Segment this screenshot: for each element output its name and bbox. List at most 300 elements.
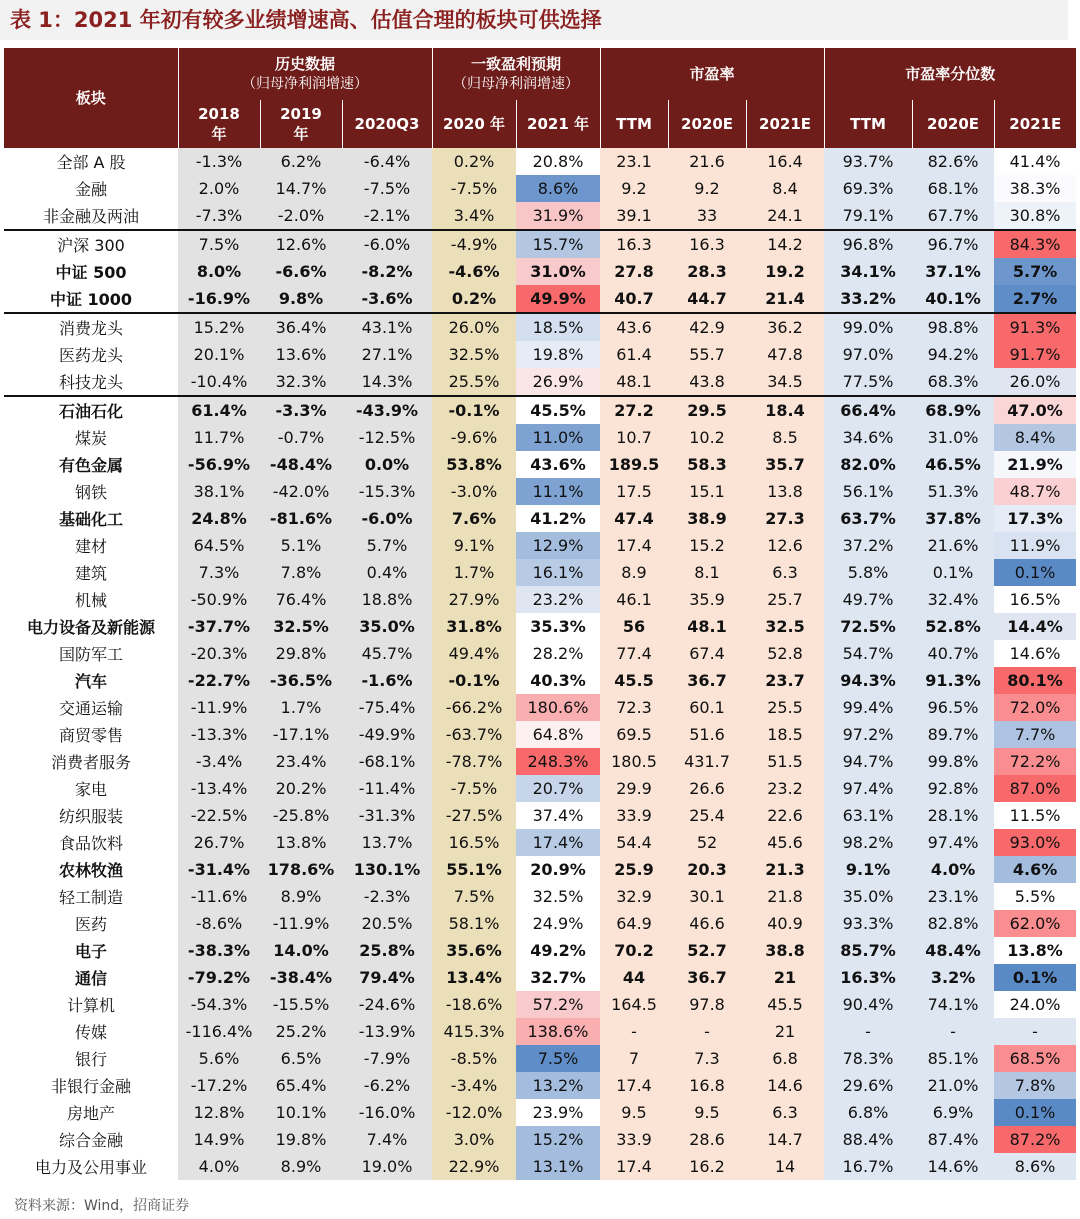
sector-name: 医药龙头 <box>4 341 178 368</box>
cell-9: 37.1% <box>912 258 994 285</box>
cell-1: -6.6% <box>260 258 342 285</box>
cell-0: 20.1% <box>178 341 260 368</box>
cell-0: -20.3% <box>178 640 260 667</box>
cell-0: 5.6% <box>178 1045 260 1072</box>
sector-name: 电力及公用事业 <box>4 1153 178 1180</box>
cell-8: 5.8% <box>824 559 912 586</box>
cell-10: 41.4% <box>994 148 1076 175</box>
cell-0: -38.3% <box>178 937 260 964</box>
cell-2: -6.4% <box>342 148 432 175</box>
cell-9: 4.0% <box>912 856 994 883</box>
cell-4: 19.8% <box>516 341 600 368</box>
table-row <box>4 829 1076 856</box>
cell-8: 56.1% <box>824 478 912 505</box>
cell-6: 43.8 <box>668 368 746 396</box>
table-row <box>4 313 1076 341</box>
cell-4: 248.3% <box>516 748 600 775</box>
cell-3: -8.5% <box>432 1045 516 1072</box>
cell-10: 5.5% <box>994 883 1076 910</box>
cell-5: 27.8 <box>600 258 668 285</box>
cell-6: 10.2 <box>668 424 746 451</box>
cell-1: 6.2% <box>260 148 342 175</box>
table-row <box>4 341 1076 368</box>
cell-8: 99.4% <box>824 694 912 721</box>
table-row <box>4 1099 1076 1126</box>
cell-7: 40.9 <box>746 910 824 937</box>
cell-3: -9.6% <box>432 424 516 451</box>
cell-5: 46.1 <box>600 586 668 613</box>
cell-1: 23.4% <box>260 748 342 775</box>
cell-10: 14.4% <box>994 613 1076 640</box>
cell-4: 24.9% <box>516 910 600 937</box>
cell-0: -16.9% <box>178 285 260 313</box>
sector-name: 通信 <box>4 964 178 991</box>
table-row <box>4 202 1076 230</box>
cell-4: 20.8% <box>516 148 600 175</box>
cell-1: 29.8% <box>260 640 342 667</box>
cell-6: 30.1 <box>668 883 746 910</box>
cell-8: 6.8% <box>824 1099 912 1126</box>
cell-10: 13.8% <box>994 937 1076 964</box>
cell-1: -3.3% <box>260 396 342 424</box>
table-row <box>4 667 1076 694</box>
sector-name: 钢铁 <box>4 478 178 505</box>
valuation-table <box>4 48 1076 1180</box>
cell-7: 34.5 <box>746 368 824 396</box>
cell-4: 15.7% <box>516 230 600 258</box>
cell-2: -1.6% <box>342 667 432 694</box>
cell-10: 11.9% <box>994 532 1076 559</box>
cell-0: 15.2% <box>178 313 260 341</box>
cell-7: 21.4 <box>746 285 824 313</box>
cell-9: 40.1% <box>912 285 994 313</box>
cell-0: -10.4% <box>178 368 260 396</box>
cell-3: 31.8% <box>432 613 516 640</box>
cell-5: 44 <box>600 964 668 991</box>
cell-10: 8.4% <box>994 424 1076 451</box>
cell-10: 0.1% <box>994 559 1076 586</box>
cell-9: 94.2% <box>912 341 994 368</box>
cell-1: 32.5% <box>260 613 342 640</box>
sector-name: 全部 A 股 <box>4 148 178 175</box>
cell-8: 97.0% <box>824 341 912 368</box>
header-col-3: 2020 年 <box>432 100 516 148</box>
sector-name: 中证 1000 <box>4 285 178 313</box>
cell-7: 6.3 <box>746 1099 824 1126</box>
cell-3: -7.5% <box>432 775 516 802</box>
cell-9: 68.9% <box>912 396 994 424</box>
header-sector: 板块 <box>4 48 178 148</box>
cell-6: 51.6 <box>668 721 746 748</box>
cell-10: 5.7% <box>994 258 1076 285</box>
cell-7: 38.8 <box>746 937 824 964</box>
table-row <box>4 532 1076 559</box>
sector-name: 建筑 <box>4 559 178 586</box>
cell-4: 13.1% <box>516 1153 600 1180</box>
cell-5: 43.6 <box>600 313 668 341</box>
cell-0: -3.4% <box>178 748 260 775</box>
cell-2: -49.9% <box>342 721 432 748</box>
cell-1: 5.1% <box>260 532 342 559</box>
table-row <box>4 559 1076 586</box>
cell-4: 180.6% <box>516 694 600 721</box>
cell-7: 36.2 <box>746 313 824 341</box>
table-row <box>4 802 1076 829</box>
table-row <box>4 424 1076 451</box>
cell-3: 25.5% <box>432 368 516 396</box>
cell-0: -37.7% <box>178 613 260 640</box>
cell-6: 29.5 <box>668 396 746 424</box>
cell-2: 0.0% <box>342 451 432 478</box>
cell-9: 89.7% <box>912 721 994 748</box>
cell-7: 52.8 <box>746 640 824 667</box>
sector-name: 沪深 300 <box>4 230 178 258</box>
cell-9: 37.8% <box>912 505 994 532</box>
cell-8: 90.4% <box>824 991 912 1018</box>
cell-8: 79.1% <box>824 202 912 230</box>
cell-6: 15.2 <box>668 532 746 559</box>
cell-1: 14.7% <box>260 175 342 202</box>
cell-9: 68.3% <box>912 368 994 396</box>
cell-6: 16.3 <box>668 230 746 258</box>
cell-7: 24.1 <box>746 202 824 230</box>
cell-4: 57.2% <box>516 991 600 1018</box>
header-pe: 市盈率 <box>600 48 824 100</box>
cell-10: 72.2% <box>994 748 1076 775</box>
cell-9: 28.1% <box>912 802 994 829</box>
cell-8: 93.3% <box>824 910 912 937</box>
cell-2: 0.4% <box>342 559 432 586</box>
cell-8: 49.7% <box>824 586 912 613</box>
header-consensus-label: 一致盈利预期 <box>471 55 562 73</box>
cell-9: 21.0% <box>912 1072 994 1099</box>
cell-1: 19.8% <box>260 1126 342 1153</box>
cell-6: 35.9 <box>668 586 746 613</box>
cell-6: - <box>668 1018 746 1045</box>
cell-6: 9.2 <box>668 175 746 202</box>
cell-2: 27.1% <box>342 341 432 368</box>
cell-9: 21.6% <box>912 532 994 559</box>
table-row <box>4 613 1076 640</box>
cell-1: 178.6% <box>260 856 342 883</box>
table-row <box>4 775 1076 802</box>
cell-6: 8.1 <box>668 559 746 586</box>
sector-name: 消费者服务 <box>4 748 178 775</box>
cell-4: 45.5% <box>516 396 600 424</box>
cell-10: 2.7% <box>994 285 1076 313</box>
table-row <box>4 1018 1076 1045</box>
cell-0: -11.9% <box>178 694 260 721</box>
cell-0: -116.4% <box>178 1018 260 1045</box>
cell-2: 79.4% <box>342 964 432 991</box>
cell-0: -13.3% <box>178 721 260 748</box>
cell-4: 16.1% <box>516 559 600 586</box>
cell-8: 82.0% <box>824 451 912 478</box>
header-consensus-sub: （归母净利润增速） <box>453 76 580 92</box>
cell-3: 26.0% <box>432 313 516 341</box>
cell-6: 33 <box>668 202 746 230</box>
cell-0: -22.7% <box>178 667 260 694</box>
table-row <box>4 1045 1076 1072</box>
table-row <box>4 175 1076 202</box>
cell-5: 9.5 <box>600 1099 668 1126</box>
cell-6: 67.4 <box>668 640 746 667</box>
source-note: 资料来源：Wind，招商证券 <box>14 1198 190 1214</box>
sector-name: 非银行金融 <box>4 1072 178 1099</box>
cell-2: -6.0% <box>342 505 432 532</box>
cell-10: - <box>994 1018 1076 1045</box>
cell-1: 14.0% <box>260 937 342 964</box>
sector-name: 综合金融 <box>4 1126 178 1153</box>
cell-3: -7.5% <box>432 175 516 202</box>
cell-1: -36.5% <box>260 667 342 694</box>
cell-10: 91.7% <box>994 341 1076 368</box>
cell-4: 7.5% <box>516 1045 600 1072</box>
sector-name: 医药 <box>4 910 178 937</box>
cell-7: 18.4 <box>746 396 824 424</box>
cell-5: 54.4 <box>600 829 668 856</box>
cell-9: 99.8% <box>912 748 994 775</box>
sector-name: 有色金属 <box>4 451 178 478</box>
cell-0: 26.7% <box>178 829 260 856</box>
cell-5: 16.3 <box>600 230 668 258</box>
cell-7: 23.2 <box>746 775 824 802</box>
header-history-sub: （归母净利润增速） <box>242 76 368 92</box>
cell-2: 18.8% <box>342 586 432 613</box>
cell-1: 6.5% <box>260 1045 342 1072</box>
cell-3: -3.0% <box>432 478 516 505</box>
cell-1: 12.6% <box>260 230 342 258</box>
cell-7: 21.8 <box>746 883 824 910</box>
cell-3: 58.1% <box>432 910 516 937</box>
cell-8: 63.1% <box>824 802 912 829</box>
cell-5: 17.4 <box>600 532 668 559</box>
cell-1: -38.4% <box>260 964 342 991</box>
cell-2: -12.5% <box>342 424 432 451</box>
cell-9: 40.7% <box>912 640 994 667</box>
cell-3: -0.1% <box>432 667 516 694</box>
sector-name: 科技龙头 <box>4 368 178 396</box>
table-row <box>4 991 1076 1018</box>
cell-5: 39.1 <box>600 202 668 230</box>
cell-8: 34.1% <box>824 258 912 285</box>
cell-9: 96.7% <box>912 230 994 258</box>
table-row <box>4 148 1076 175</box>
cell-8: 34.6% <box>824 424 912 451</box>
cell-7: 21 <box>746 964 824 991</box>
cell-10: 38.3% <box>994 175 1076 202</box>
cell-1: 76.4% <box>260 586 342 613</box>
cell-4: 13.2% <box>516 1072 600 1099</box>
cell-0: 64.5% <box>178 532 260 559</box>
cell-10: 87.2% <box>994 1126 1076 1153</box>
cell-6: 36.7 <box>668 964 746 991</box>
cell-3: 415.3% <box>432 1018 516 1045</box>
table-row <box>4 285 1076 313</box>
cell-9: 0.1% <box>912 559 994 586</box>
cell-0: 2.0% <box>178 175 260 202</box>
cell-10: 87.0% <box>994 775 1076 802</box>
cell-3: -18.6% <box>432 991 516 1018</box>
header-consensus <box>432 48 600 100</box>
header-history-label: 历史数据 <box>275 55 336 73</box>
cell-6: 28.3 <box>668 258 746 285</box>
cell-10: 80.1% <box>994 667 1076 694</box>
cell-7: 19.2 <box>746 258 824 285</box>
cell-2: -8.2% <box>342 258 432 285</box>
cell-8: - <box>824 1018 912 1045</box>
cell-5: 17.4 <box>600 1153 668 1180</box>
cell-1: 8.9% <box>260 883 342 910</box>
cell-1: -25.8% <box>260 802 342 829</box>
cell-3: 1.7% <box>432 559 516 586</box>
cell-3: 3.0% <box>432 1126 516 1153</box>
sector-name: 交通运输 <box>4 694 178 721</box>
cell-10: 21.9% <box>994 451 1076 478</box>
cell-8: 33.2% <box>824 285 912 313</box>
table-row <box>4 1072 1076 1099</box>
cell-2: -6.0% <box>342 230 432 258</box>
cell-6: 25.4 <box>668 802 746 829</box>
cell-3: 13.4% <box>432 964 516 991</box>
header-col-1: 2019 年 <box>260 100 342 148</box>
cell-1: -0.7% <box>260 424 342 451</box>
table-row <box>4 230 1076 258</box>
cell-0: -56.9% <box>178 451 260 478</box>
table-row <box>4 1153 1076 1180</box>
cell-5: 47.4 <box>600 505 668 532</box>
cell-0: -13.4% <box>178 775 260 802</box>
cell-1: -2.0% <box>260 202 342 230</box>
cell-9: 96.5% <box>912 694 994 721</box>
cell-6: 58.3 <box>668 451 746 478</box>
cell-8: 69.3% <box>824 175 912 202</box>
cell-3: -4.6% <box>432 258 516 285</box>
cell-9: 87.4% <box>912 1126 994 1153</box>
cell-9: 6.9% <box>912 1099 994 1126</box>
cell-5: 69.5 <box>600 721 668 748</box>
cell-0: 61.4% <box>178 396 260 424</box>
cell-7: 13.8 <box>746 478 824 505</box>
cell-4: 12.9% <box>516 532 600 559</box>
cell-8: 16.7% <box>824 1153 912 1180</box>
cell-6: 48.1 <box>668 613 746 640</box>
cell-7: 27.3 <box>746 505 824 532</box>
cell-1: 32.3% <box>260 368 342 396</box>
cell-7: 25.5 <box>746 694 824 721</box>
cell-0: -8.6% <box>178 910 260 937</box>
cell-9: - <box>912 1018 994 1045</box>
cell-6: 52.7 <box>668 937 746 964</box>
sector-name: 消费龙头 <box>4 313 178 341</box>
cell-7: 16.4 <box>746 148 824 175</box>
cell-3: 22.9% <box>432 1153 516 1180</box>
cell-3: -3.4% <box>432 1072 516 1099</box>
cell-5: 48.1 <box>600 368 668 396</box>
sector-name: 煤炭 <box>4 424 178 451</box>
cell-4: 20.9% <box>516 856 600 883</box>
cell-5: 23.1 <box>600 148 668 175</box>
table-row <box>4 883 1076 910</box>
cell-9: 67.7% <box>912 202 994 230</box>
cell-0: 14.9% <box>178 1126 260 1153</box>
cell-1: 20.2% <box>260 775 342 802</box>
cell-0: 24.8% <box>178 505 260 532</box>
sector-name: 农林牧渔 <box>4 856 178 883</box>
sector-name: 中证 500 <box>4 258 178 285</box>
cell-6: 55.7 <box>668 341 746 368</box>
cell-7: 8.5 <box>746 424 824 451</box>
cell-3: 32.5% <box>432 341 516 368</box>
cell-2: -2.1% <box>342 202 432 230</box>
cell-4: 23.2% <box>516 586 600 613</box>
cell-3: 53.8% <box>432 451 516 478</box>
cell-7: 14.2 <box>746 230 824 258</box>
table-row <box>4 478 1076 505</box>
cell-2: -43.9% <box>342 396 432 424</box>
cell-5: 10.7 <box>600 424 668 451</box>
header-col-8: TTM <box>824 100 912 148</box>
cell-8: 98.2% <box>824 829 912 856</box>
sector-name: 电子 <box>4 937 178 964</box>
cell-9: 46.5% <box>912 451 994 478</box>
cell-6: 9.5 <box>668 1099 746 1126</box>
header-col-2: 2020Q3 <box>342 100 432 148</box>
cell-4: 23.9% <box>516 1099 600 1126</box>
cell-4: 43.6% <box>516 451 600 478</box>
cell-2: 7.4% <box>342 1126 432 1153</box>
table-row <box>4 910 1076 937</box>
cell-10: 4.6% <box>994 856 1076 883</box>
cell-3: 9.1% <box>432 532 516 559</box>
header-col-4: 2021 年 <box>516 100 600 148</box>
cell-5: 27.2 <box>600 396 668 424</box>
sector-name: 汽车 <box>4 667 178 694</box>
cell-7: 6.8 <box>746 1045 824 1072</box>
cell-6: 60.1 <box>668 694 746 721</box>
cell-2: -3.6% <box>342 285 432 313</box>
cell-2: -13.9% <box>342 1018 432 1045</box>
cell-9: 82.6% <box>912 148 994 175</box>
cell-7: 14 <box>746 1153 824 1180</box>
sector-name: 传媒 <box>4 1018 178 1045</box>
sector-name: 非金融及两油 <box>4 202 178 230</box>
cell-2: -11.4% <box>342 775 432 802</box>
valuation-table-wrapper <box>4 48 1076 1180</box>
cell-0: -17.2% <box>178 1072 260 1099</box>
cell-4: 49.2% <box>516 937 600 964</box>
cell-6: 38.9 <box>668 505 746 532</box>
cell-1: -15.5% <box>260 991 342 1018</box>
cell-6: 97.8 <box>668 991 746 1018</box>
cell-5: 9.2 <box>600 175 668 202</box>
cell-4: 32.7% <box>516 964 600 991</box>
cell-7: 25.7 <box>746 586 824 613</box>
header-col-0: 2018 年 <box>178 100 260 148</box>
cell-3: -4.9% <box>432 230 516 258</box>
cell-7: 21 <box>746 1018 824 1045</box>
cell-2: 19.0% <box>342 1153 432 1180</box>
cell-6: 42.9 <box>668 313 746 341</box>
cell-3: 35.6% <box>432 937 516 964</box>
cell-0: -50.9% <box>178 586 260 613</box>
cell-0: 12.8% <box>178 1099 260 1126</box>
cell-5: 72.3 <box>600 694 668 721</box>
cell-7: 45.6 <box>746 829 824 856</box>
cell-2: 45.7% <box>342 640 432 667</box>
cell-3: 0.2% <box>432 285 516 313</box>
cell-5: 17.5 <box>600 478 668 505</box>
